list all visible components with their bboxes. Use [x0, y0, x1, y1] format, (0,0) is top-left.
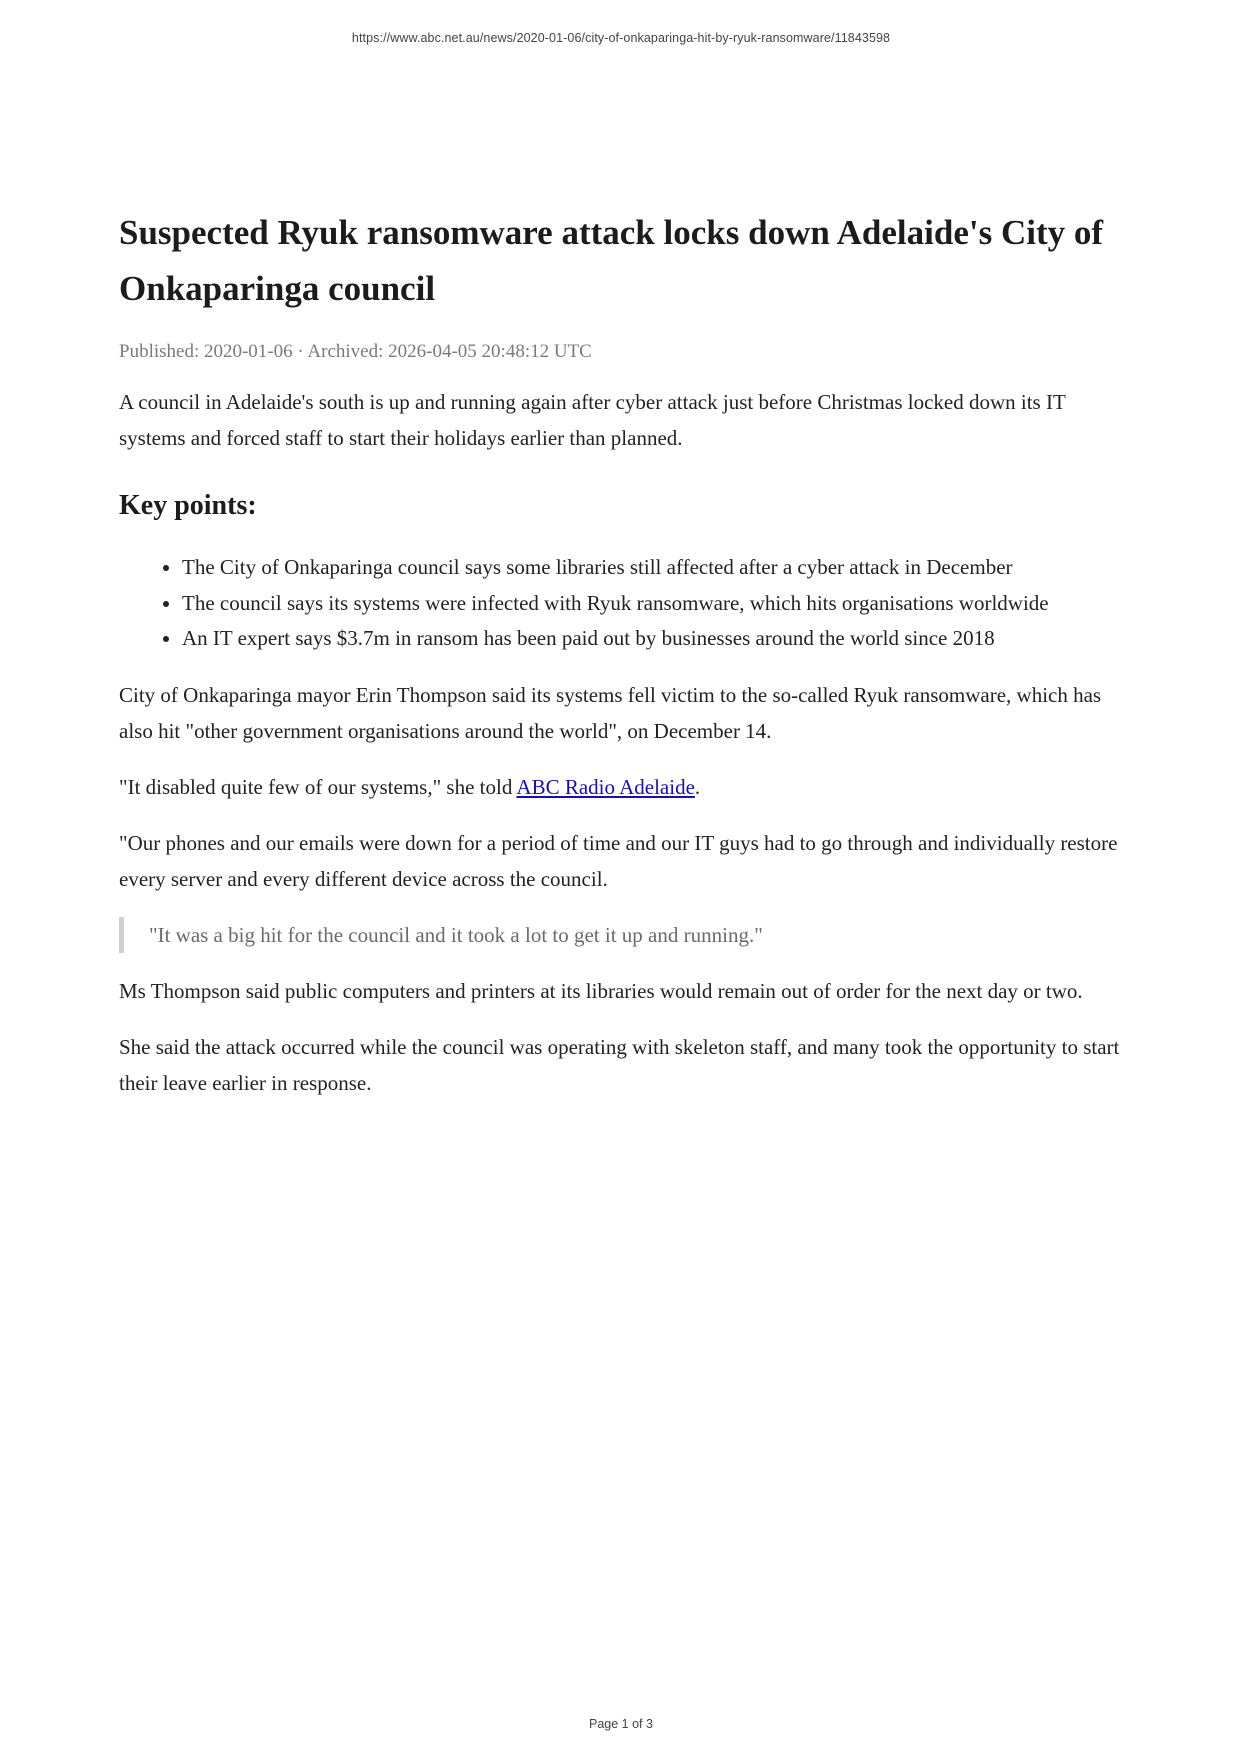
para-text-after-link: . — [694, 774, 701, 799]
lead-paragraph: A council in Adelaide's south is up and running again after cyber attack just before Christmas locked down its IT systems and forced staff to start their holidays earlier than planned. — [119, 390, 1066, 450]
article — [119, 205, 1129, 1101]
body-paragraph: City of Onkaparinga mayor Erin Thompson said its systems fell victim to the so-called Ryuk ransomware, which has also hit "other government organisations around the world", on December 14. — [119, 682, 1102, 743]
pull-quote: "It was a big hit for the council and it took a lot to get it up and running." — [119, 917, 1129, 953]
body-paragraph: Ms Thompson said public computers and printers at its libraries would remain out of order for the next day or two. — [119, 978, 1083, 1003]
publish-meta: Published: 2020-01-06 · Archived: 2026-04-05 20:48:12 UTC — [119, 341, 592, 362]
body-paragraph: She said the attack occurred while the council was operating with skeleton staff, and many took the opportunity to start their leave earlier in response. — [119, 1034, 1120, 1095]
page-number: Page 1 of 3 — [589, 1717, 653, 1731]
body-paragraph-with-link — [119, 769, 1129, 805]
para-text-before-link: "It disabled quite few of our systems," she told — [119, 774, 517, 799]
page-url: https://www.abc.net.au/news/2020-01-06/city-of-onkaparinga-hit-by-ryuk-ransomware/11843598 — [351, 31, 891, 45]
key-points-heading: Key points: — [119, 490, 257, 521]
abc-radio-adelaide-link[interactable]: ABC Radio Adelaide — [516, 774, 695, 799]
key-point-item: • The council says its systems were infected with Ryuk ransomware, which hits organisations worldwide — [182, 586, 1129, 622]
article-title: Suspected Ryuk ransomware attack locks down Adelaide's City of Onkaparinga council — [119, 213, 1104, 308]
key-point-item: • The City of Onkaparinga council says some libraries still affected after a cyber attack in December — [182, 550, 1129, 586]
key-points-list — [119, 550, 1129, 657]
body-paragraph: "Our phones and our emails were down for a period of time and our IT guys had to go through and individually restore every server and every different device across the council. — [119, 830, 1118, 891]
key-point-item: • An IT expert says $3.7m in ransom has been paid out by businesses around the world since 2018 — [182, 621, 1129, 657]
